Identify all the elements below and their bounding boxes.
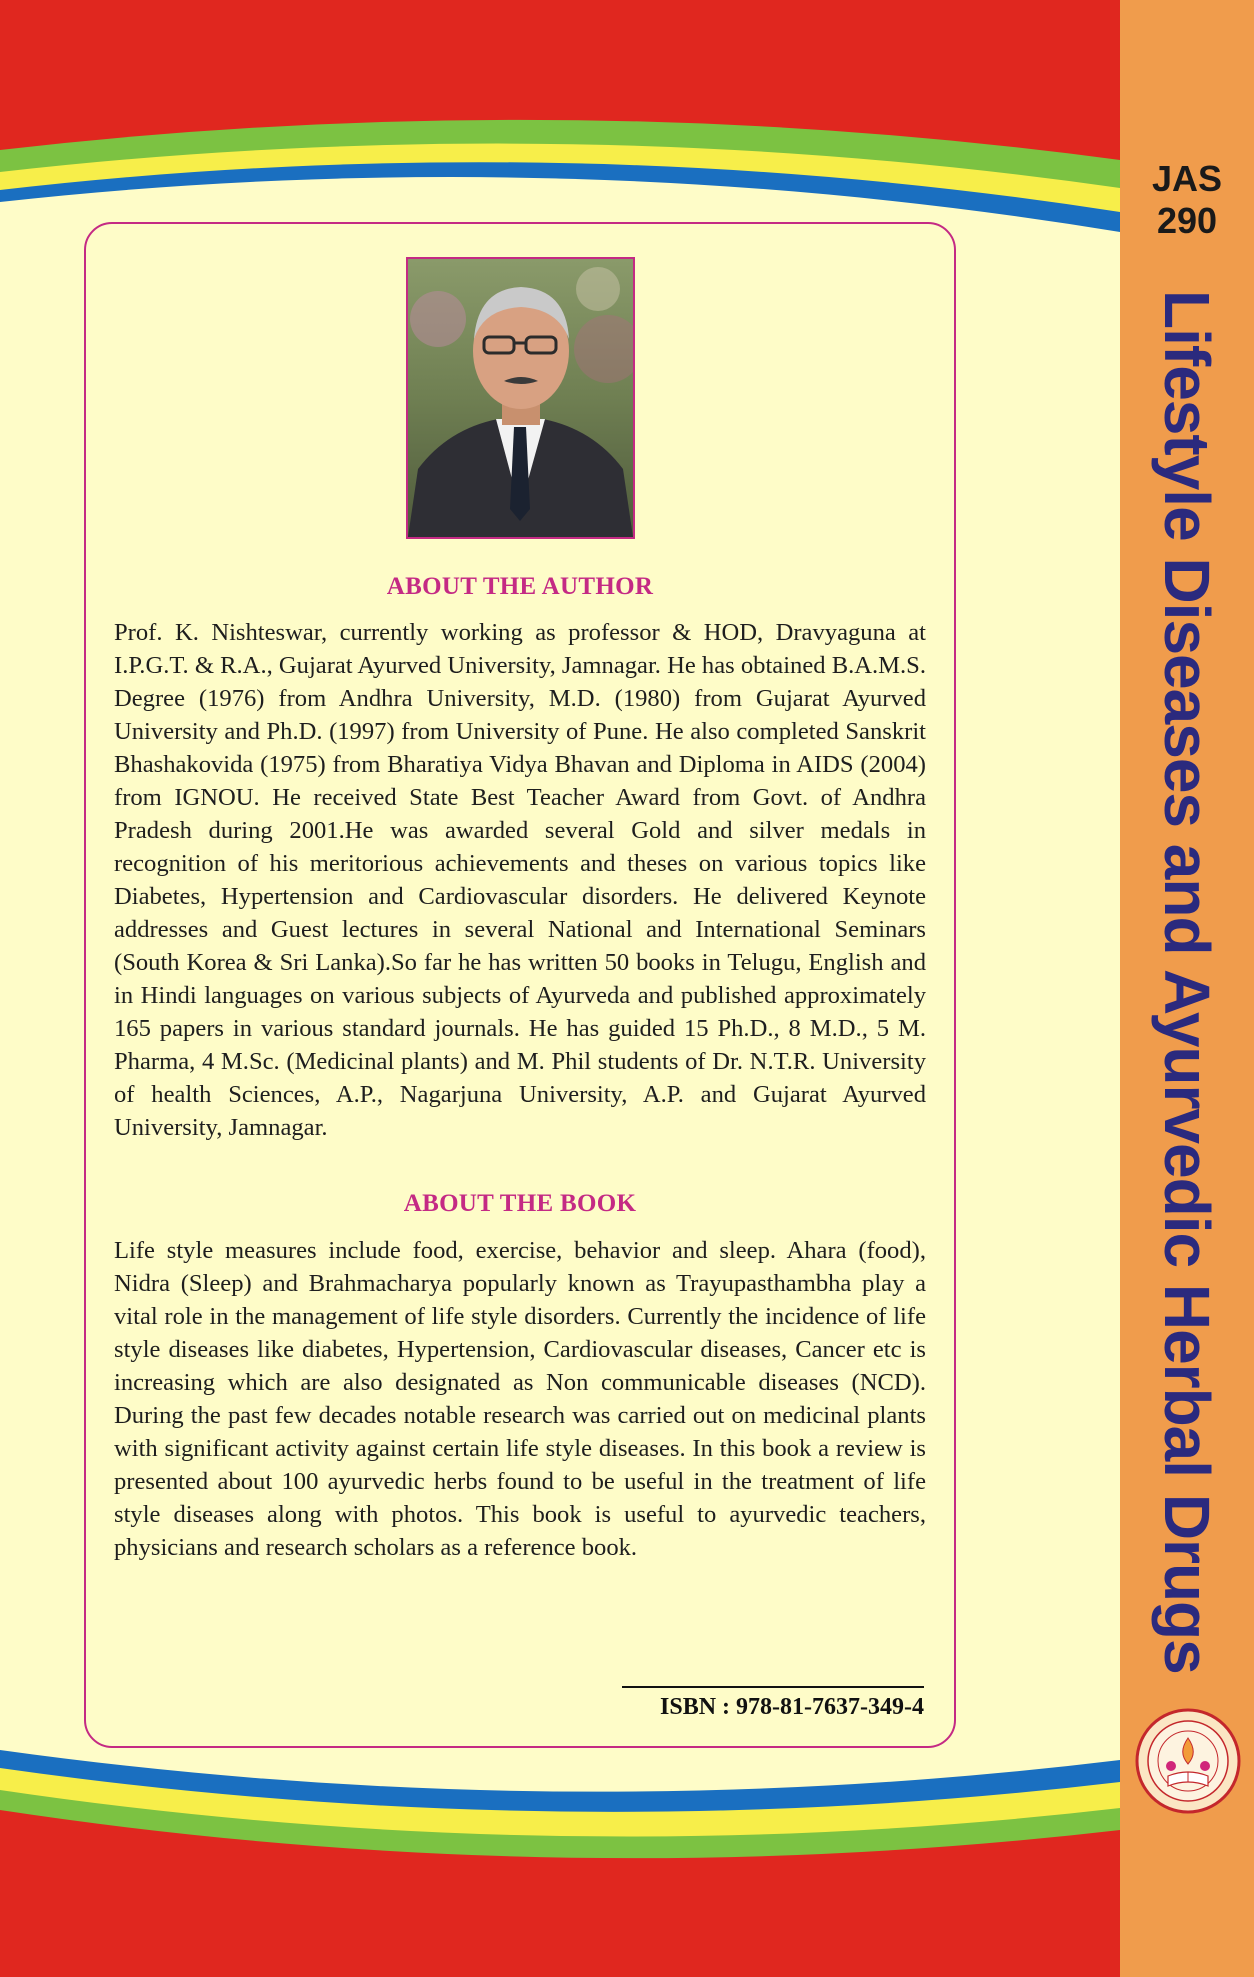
spine-title: Lifestyle Diseases and Ayurvedic Herbal Drugs — [1151, 290, 1223, 1674]
book-summary: Life style measures include food, exercise, behavior and sleep. Ahara (food), Nidra (Sleep) and Brahmacharya popularly known as Trayupasthambha play a vital role in the management of life style disorders. Currently the incidence of life style diseases like diabetes, Hypertension, Cardiovascular diseases, Cancer etc is increasing which are also designated as Non communicable diseases (NCD). During the past few decades notable research was carried out on medicinal plants with significant activity against certain life style diseases. In this book a review is presented about 100 ayurvedic herbs found to be useful in the treatment of life style diseases along with photos. This book is useful to ayurvedic teachers, physicians and research scholars as a reference book. — [114, 1237, 926, 1561]
about-book-heading: ABOUT THE BOOK — [403, 1190, 637, 1217]
spine-title-container — [1120, 290, 1254, 1680]
author-bio: Prof. K. Nishteswar, currently working as professor & HOD, Dravyaguna at I.P.G.T. & R.A., Gujarat Ayurved University, Jamnagar. He has obtained B.A.M.S. Degree (1976) from Andhra University, M.D. (1980) from Gujarat Ayurved University and Ph.D. (1997) from University of Pune. He also completed Sanskrit Bhashakovida (1975) from Bharatiya Vidya Bhavan and Diploma in AIDS (2004) from IGNOU. He received State Best Teacher Award from Govt. of Andhra Pradesh during 2001.He was awarded several Gold and silver medals in recognition of his meritorious achievements and theses on various topics like Diabetes, Hypertension and Cardiovascular disorders. He delivered Keynote addresses and Guest lectures in several National and International Seminars (South Korea & Sri Lanka).So far he has written 50 books in Telugu, English and in Hindi languages on various subjects of Ayurveda and published approximately 165 papers in various standard journals. He has guided 15 Ph.D., 8 M.D., 5 M. Pharma, 4 M.Sc. (Medicinal plants) and M. Phil students of Dr. N.T.R. University of health Sciences, A.P., Nagarjuna University, A.P. and Gujarat Ayurved University, Jamnagar. — [114, 619, 926, 1141]
publisher-seal-logo — [1135, 1708, 1241, 1814]
series-code-line2: 290 — [1156, 200, 1218, 241]
isbn-rule — [622, 1686, 924, 1688]
author-photo — [406, 257, 635, 539]
isbn-number: ISBN : 978-81-7637-349-4 — [660, 1694, 924, 1720]
series-code-line1: JAS — [1151, 158, 1223, 199]
series-code — [1120, 158, 1254, 242]
about-author-heading: ABOUT THE AUTHOR — [386, 573, 654, 600]
